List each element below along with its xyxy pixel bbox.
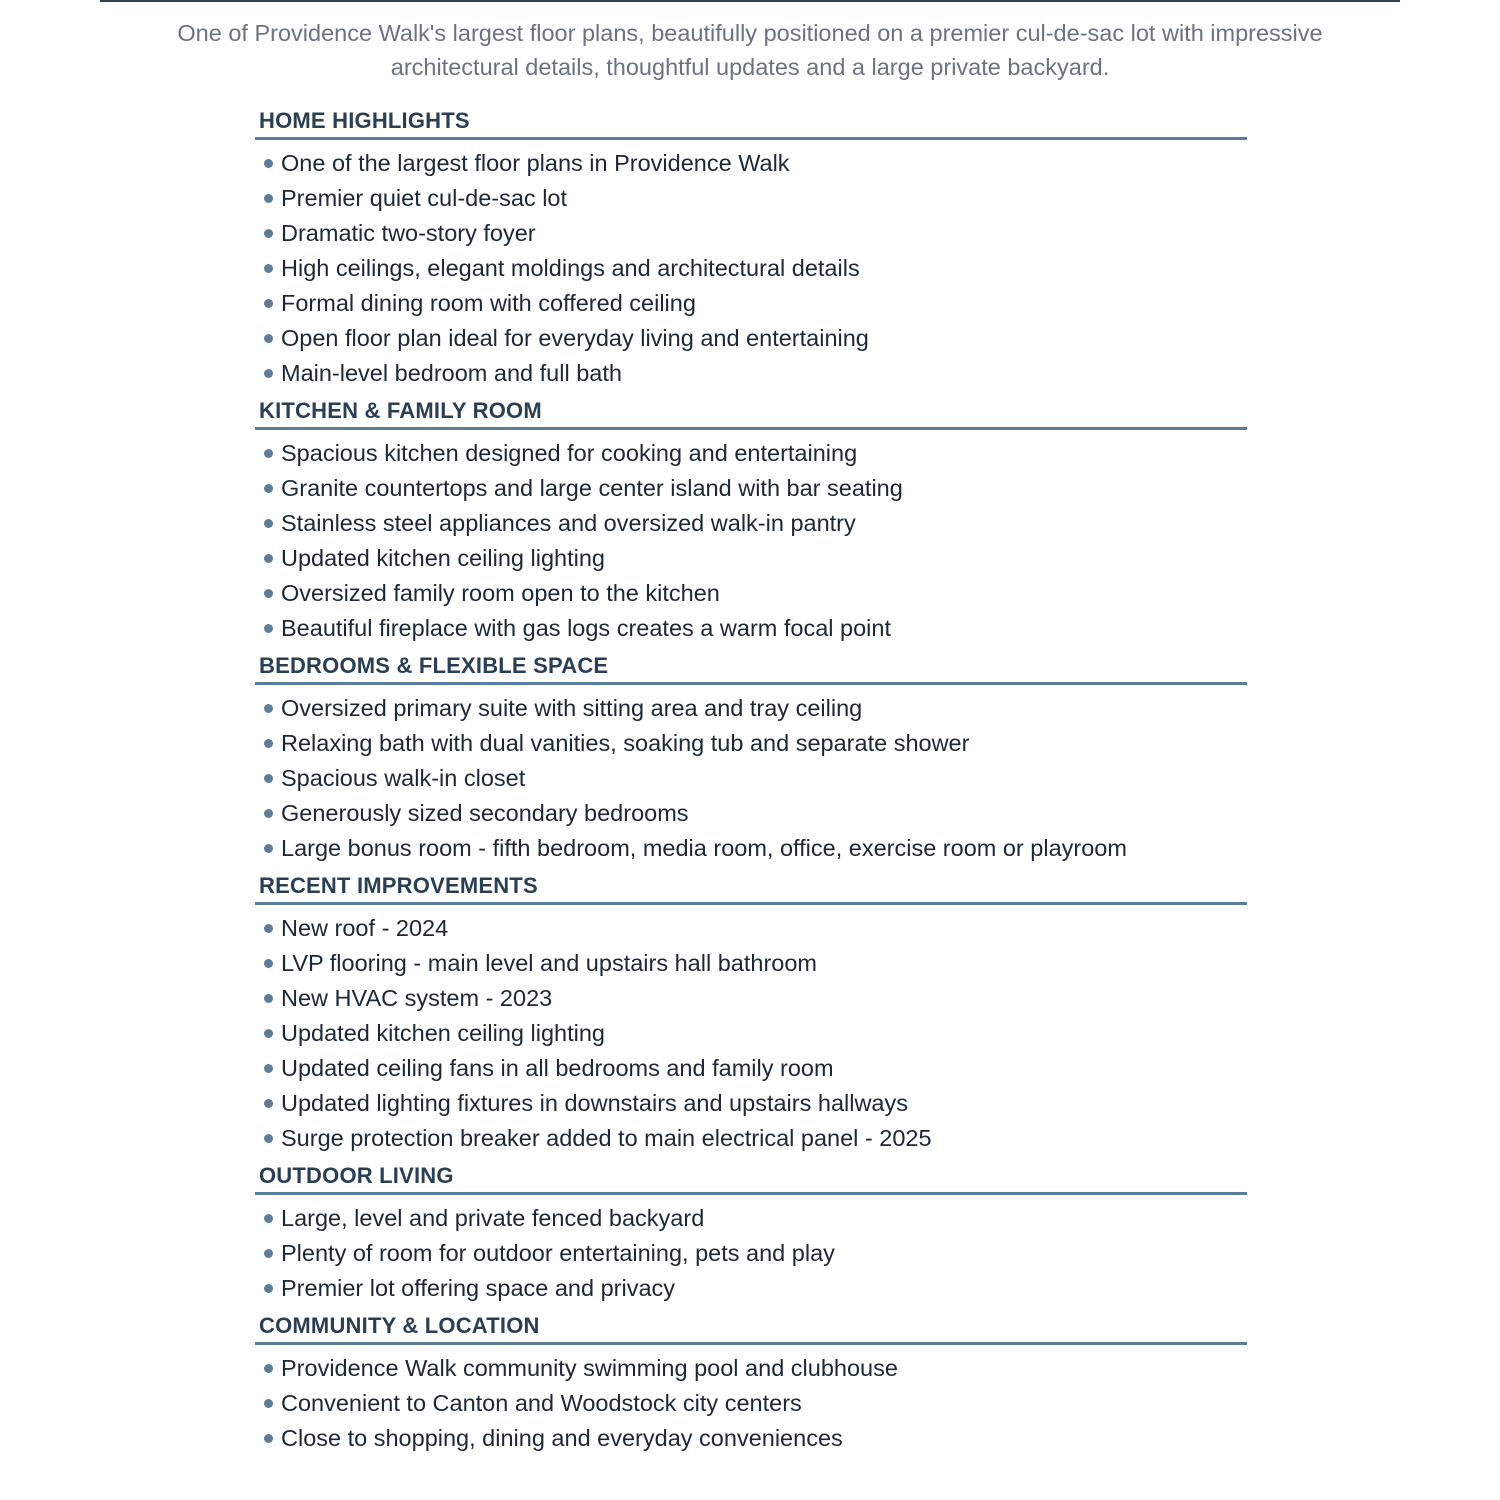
list-item: [255, 1421, 1247, 1456]
list-item: [255, 796, 1247, 831]
list-item-text: Main-level bedroom and full bath: [281, 360, 622, 386]
bullet-icon: [264, 959, 273, 968]
list-item: [255, 1086, 1247, 1121]
bullet-icon: [264, 704, 273, 713]
list-item: [255, 1201, 1247, 1236]
list-item: [255, 1121, 1247, 1156]
list-item-text: Oversized family room open to the kitchen: [281, 580, 720, 606]
bullet-icon: [264, 809, 273, 818]
bullet-icon: [264, 1434, 273, 1443]
list-item: [255, 1271, 1247, 1306]
list-item-text: Updated lighting fixtures in downstairs and upstairs hallways: [281, 1090, 908, 1116]
list-item-text: Surge protection breaker added to main electrical panel - 2025: [281, 1125, 932, 1151]
list-item: [255, 471, 1247, 506]
list-item: [255, 576, 1247, 611]
top-divider: [100, 0, 1400, 2]
list-item-text: Large, level and private fenced backyard: [281, 1205, 705, 1231]
list-item: [255, 146, 1247, 181]
list-item-text: High ceilings, elegant moldings and architectural details: [281, 255, 860, 281]
section-heading: COMMUNITY & LOCATION: [255, 1309, 1247, 1345]
list-item-text: Granite countertops and large center island with bar seating: [281, 475, 903, 501]
feature-list: [255, 436, 1247, 646]
list-item-text: Updated ceiling fans in all bedrooms and family room: [281, 1055, 834, 1081]
list-item: [255, 1051, 1247, 1086]
section-block: [255, 649, 1247, 866]
bullet-icon: [264, 624, 273, 633]
bullet-icon: [264, 159, 273, 168]
list-item: [255, 286, 1247, 321]
bullet-icon: [264, 589, 273, 598]
list-item-text: Updated kitchen ceiling lighting: [281, 545, 605, 571]
bullet-icon: [264, 554, 273, 563]
list-item-text: Spacious walk-in closet: [281, 765, 526, 791]
list-item: [255, 251, 1247, 286]
feature-list: [255, 1351, 1247, 1456]
list-item-text: Generously sized secondary bedrooms: [281, 800, 689, 826]
list-item-text: Open floor plan ideal for everyday living and entertaining: [281, 325, 869, 351]
list-item: [255, 946, 1247, 981]
bullet-icon: [264, 924, 273, 933]
bullet-icon: [264, 739, 273, 748]
list-item: [255, 181, 1247, 216]
list-item-text: Updated kitchen ceiling lighting: [281, 1020, 605, 1046]
list-item: [255, 981, 1247, 1016]
section-block: [255, 394, 1247, 646]
section-heading: RECENT IMPROVEMENTS: [255, 869, 1247, 905]
list-item-text: Premier lot offering space and privacy: [281, 1275, 676, 1301]
bullet-icon: [264, 1099, 273, 1108]
bullet-icon: [264, 299, 273, 308]
list-item-text: Relaxing bath with dual vanities, soaking tub and separate shower: [281, 730, 970, 756]
bullet-icon: [264, 1064, 273, 1073]
list-item-text: Stainless steel appliances and oversized walk-in pantry: [281, 510, 856, 536]
list-item: [255, 761, 1247, 796]
list-item: [255, 611, 1247, 646]
list-item-text: Premier quiet cul-de-sac lot: [281, 185, 568, 211]
bullet-icon: [264, 449, 273, 458]
list-item-text: Beautiful fireplace with gas logs creates a warm focal point: [281, 615, 892, 641]
bullet-icon: [264, 484, 273, 493]
intro-line-1: One of Providence Walk's largest floor plans, beautifully positioned on a premier cul-de-sac lot with impressive: [177, 20, 1323, 46]
list-item: [255, 216, 1247, 251]
bullet-icon: [264, 994, 273, 1003]
bullet-icon: [264, 1399, 273, 1408]
list-item: [255, 726, 1247, 761]
list-item-text: Close to shopping, dining and everyday conveniences: [281, 1425, 843, 1451]
bullet-icon: [264, 774, 273, 783]
list-item: [255, 691, 1247, 726]
bullet-icon: [264, 1249, 273, 1258]
intro-paragraph: [100, 16, 1400, 84]
feature-list: [255, 1201, 1247, 1306]
bullet-icon: [264, 1284, 273, 1293]
bullet-icon: [264, 1214, 273, 1223]
list-item: [255, 1386, 1247, 1421]
bullet-icon: [264, 369, 273, 378]
feature-list: [255, 911, 1247, 1156]
bullet-icon: [264, 229, 273, 238]
section-block: [255, 1309, 1247, 1456]
list-item-text: Dramatic two-story foyer: [281, 220, 536, 246]
list-item: [255, 436, 1247, 471]
list-item: [255, 831, 1247, 866]
list-item-text: Oversized primary suite with sitting area and tray ceiling: [281, 695, 863, 721]
bullet-icon: [264, 264, 273, 273]
list-item: [255, 1016, 1247, 1051]
bullet-icon: [264, 1364, 273, 1373]
list-item: [255, 911, 1247, 946]
list-item: [255, 541, 1247, 576]
section-heading: BEDROOMS & FLEXIBLE SPACE: [255, 649, 1247, 685]
feature-sections: [255, 104, 1247, 1459]
list-item: [255, 1236, 1247, 1271]
bullet-icon: [264, 1134, 273, 1143]
list-item: [255, 321, 1247, 356]
section-block: [255, 104, 1247, 391]
list-item-text: New roof - 2024: [281, 915, 449, 941]
section-block: [255, 1159, 1247, 1306]
bullet-icon: [264, 334, 273, 343]
intro-line-2: architectural details, thoughtful updates and a large private backyard.: [390, 54, 1110, 80]
bullet-icon: [264, 194, 273, 203]
list-item-text: LVP flooring - main level and upstairs hall bathroom: [281, 950, 818, 976]
list-item: [255, 506, 1247, 541]
feature-list: [255, 691, 1247, 866]
bullet-icon: [264, 1029, 273, 1038]
bullet-icon: [264, 519, 273, 528]
list-item-text: New HVAC system - 2023: [281, 985, 553, 1011]
section-heading: OUTDOOR LIVING: [255, 1159, 1247, 1195]
list-item-text: Convenient to Canton and Woodstock city centers: [281, 1390, 802, 1416]
list-item-text: Formal dining room with coffered ceiling: [281, 290, 696, 316]
list-item-text: Providence Walk community swimming pool and clubhouse: [281, 1355, 898, 1381]
list-item: [255, 1351, 1247, 1386]
feature-list: [255, 146, 1247, 391]
bullet-icon: [264, 844, 273, 853]
section-heading: KITCHEN & FAMILY ROOM: [255, 394, 1247, 430]
section-heading: HOME HIGHLIGHTS: [255, 104, 1247, 140]
list-item-text: One of the largest floor plans in Providence Walk: [281, 150, 790, 176]
list-item: [255, 356, 1247, 391]
list-item-text: Plenty of room for outdoor entertaining, pets and play: [281, 1240, 835, 1266]
list-item-text: Spacious kitchen designed for cooking and entertaining: [281, 440, 858, 466]
list-item-text: Large bonus room - fifth bedroom, media room, office, exercise room or playroom: [281, 835, 1127, 861]
section-block: [255, 869, 1247, 1156]
